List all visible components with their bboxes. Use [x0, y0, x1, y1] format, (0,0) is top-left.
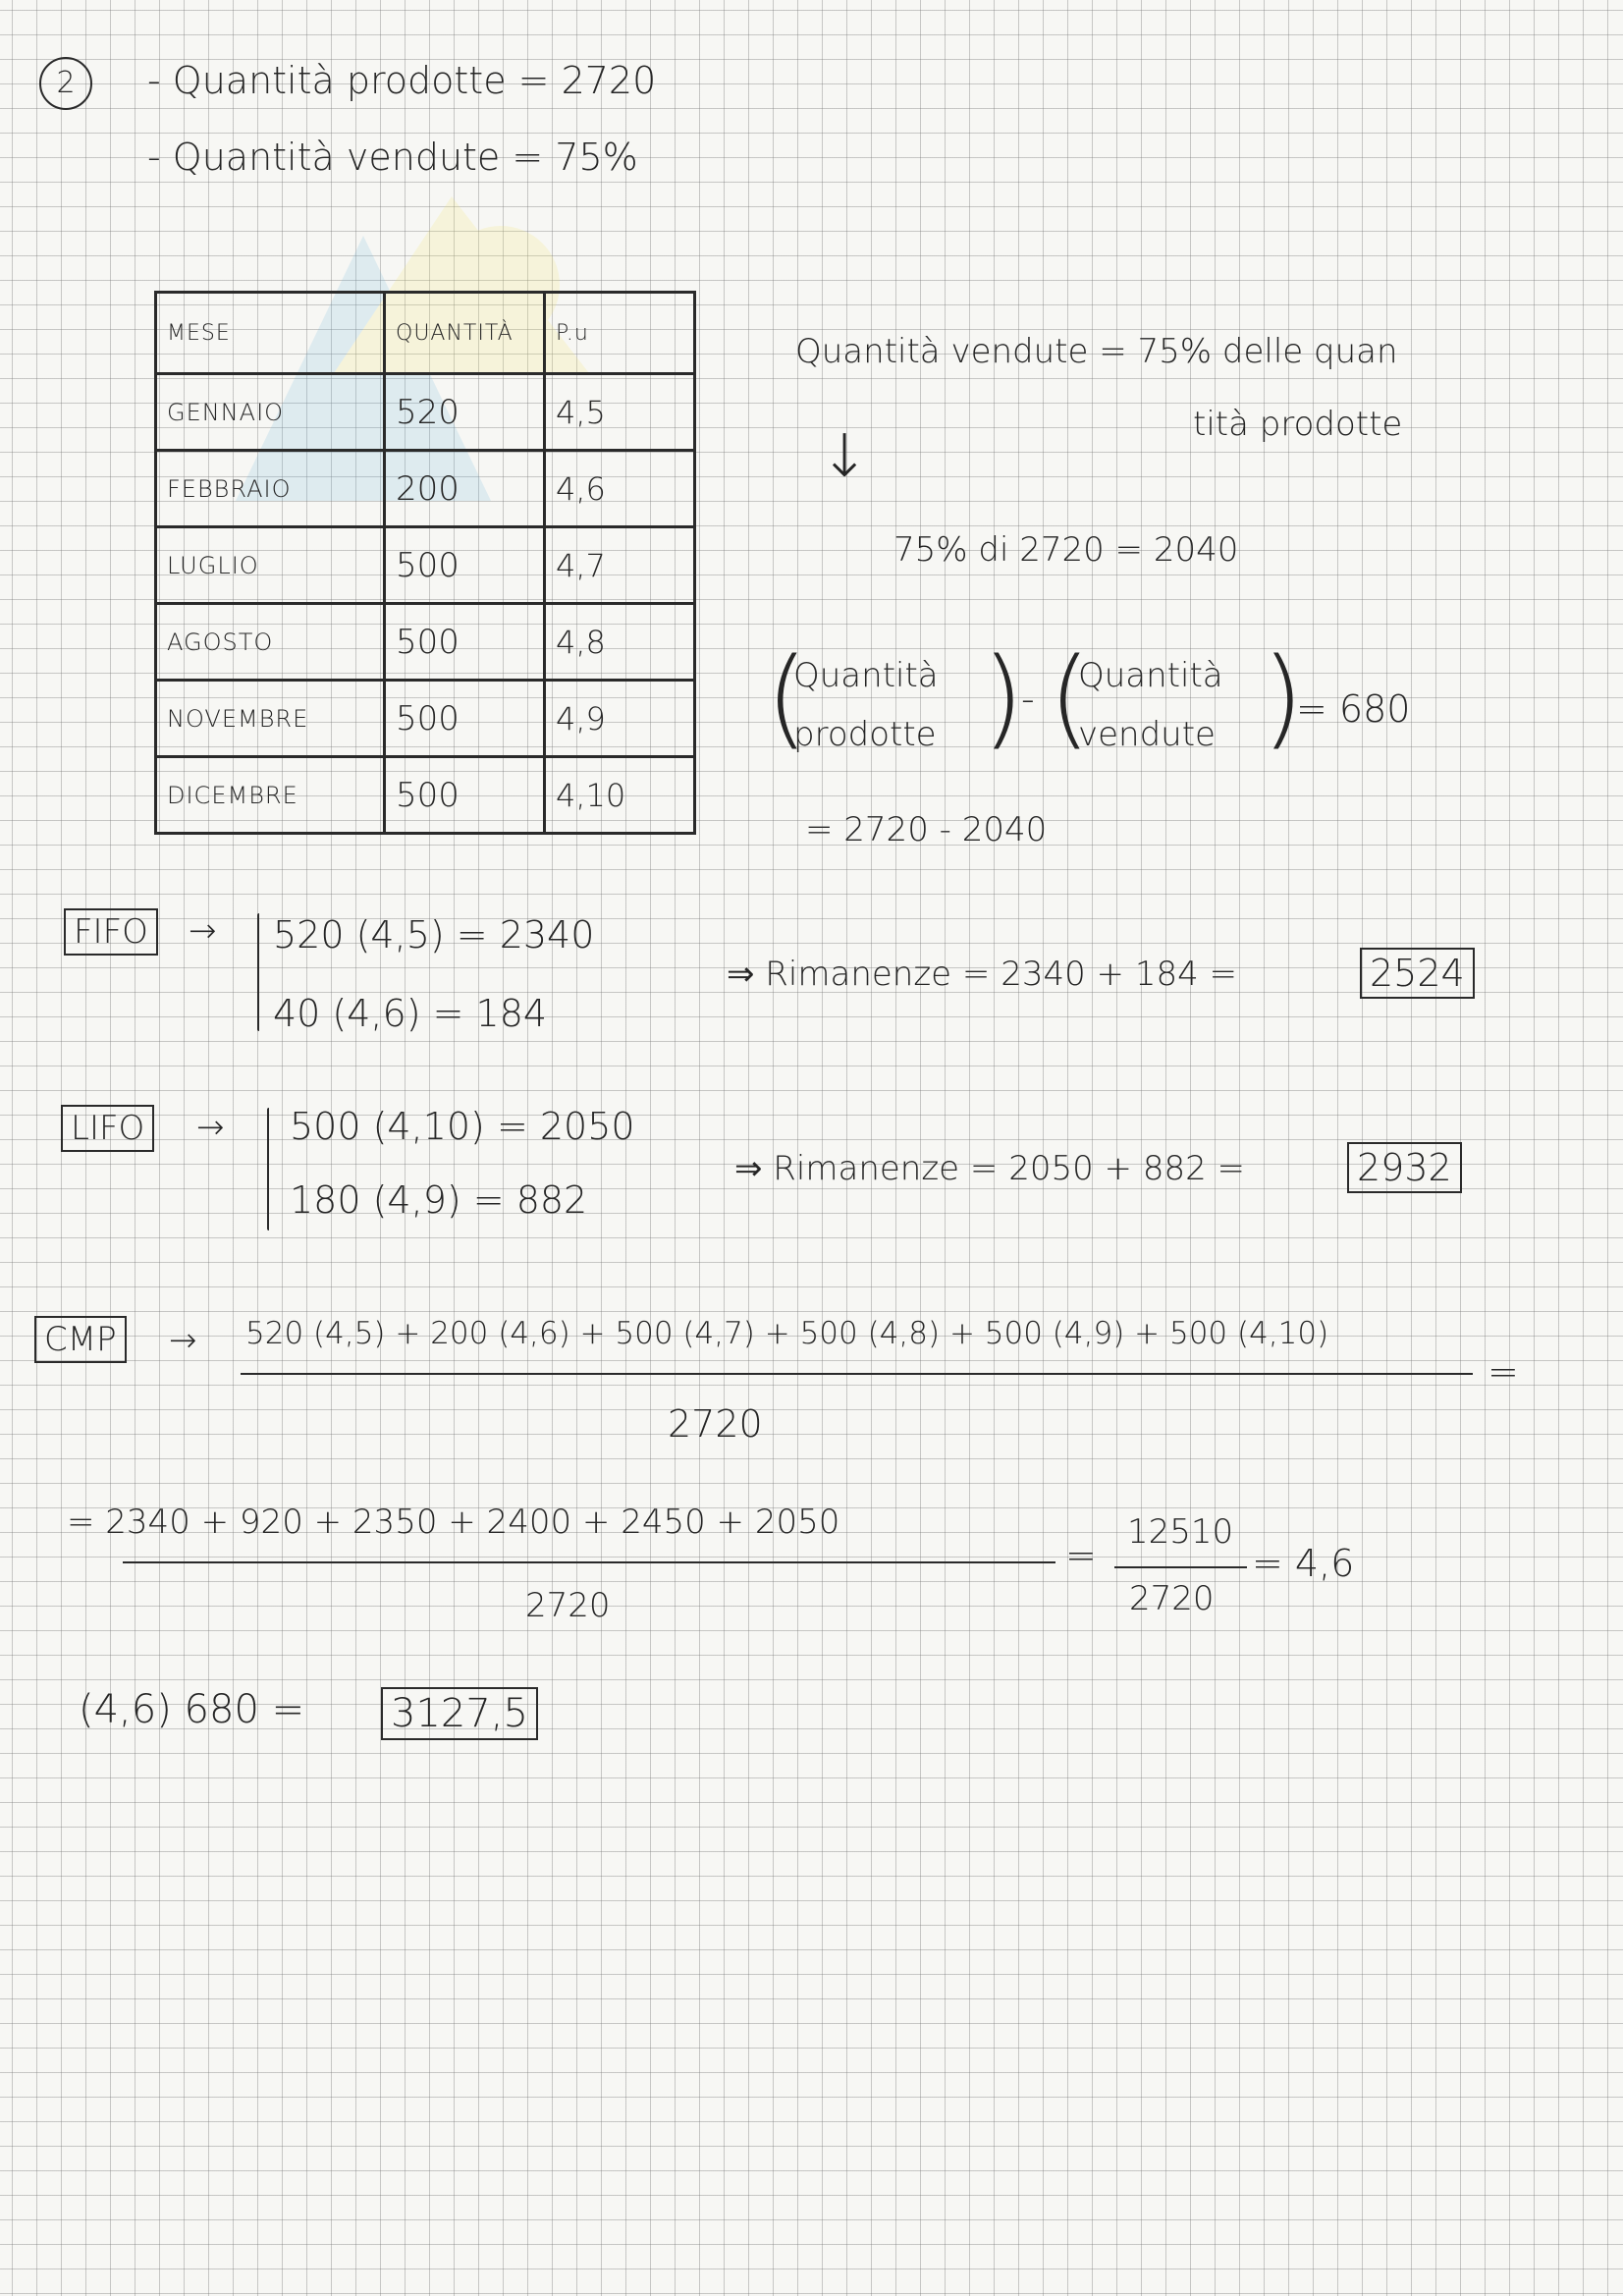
fraction-bar	[123, 1561, 1055, 1563]
fifo-brace	[257, 913, 259, 1031]
table-row	[156, 757, 695, 834]
lifo-label: LIFO	[61, 1105, 154, 1152]
lifo-line2: 180 (4,9) = 882	[290, 1178, 588, 1222]
paren-open-icon: (	[1049, 634, 1091, 760]
right-arrow-icon: →	[189, 911, 217, 951]
difference-calculation: = 2720 - 2040	[805, 810, 1048, 849]
cmp-denominator: 2720	[668, 1402, 763, 1446]
cmp-frac-result: = 4,6	[1252, 1542, 1355, 1585]
difference-left-top: Quantità	[793, 656, 939, 695]
fraction-bar	[1114, 1566, 1247, 1568]
table-row	[156, 527, 695, 604]
table-row	[156, 604, 695, 681]
difference-minus: -	[1021, 678, 1035, 721]
cmp-numerator: 520 (4,5) + 200 (4,6) + 500 (4,7) + 500 (4,8) + 500 (4,9) + 500 (4,10)	[245, 1316, 1329, 1351]
inventory-table	[154, 291, 696, 835]
table-row	[156, 451, 695, 527]
cmp-line2-denominator: 2720	[525, 1586, 611, 1625]
cmp-frac-equals: =	[1065, 1534, 1097, 1577]
right-arrow-icon: →	[196, 1108, 225, 1147]
difference-result: = 680	[1296, 687, 1411, 731]
difference-left-bottom: prodotte	[793, 715, 937, 754]
table-row	[156, 374, 695, 451]
cmp-frac-numerator: 12510	[1127, 1512, 1234, 1552]
paren-open-icon: (	[766, 634, 808, 760]
sold-definition-line2: tità prodotte	[1193, 405, 1403, 444]
lifo-line1: 500 (4,10) = 2050	[290, 1105, 635, 1148]
lifo-result-value: 2932	[1347, 1142, 1462, 1193]
cell-quantita: 500	[385, 681, 545, 757]
difference-right-bottom: vendute	[1078, 715, 1216, 754]
cell-mese: LUGLIO	[156, 527, 385, 604]
table-header-row	[156, 293, 695, 374]
cell-pu: 4,5	[545, 374, 695, 451]
cmp-label: CMP	[34, 1316, 127, 1363]
table-row	[156, 681, 695, 757]
exercise-number: 2	[39, 57, 92, 110]
cell-quantita: 500	[385, 757, 545, 834]
fifo-line1: 520 (4,5) = 2340	[273, 913, 595, 957]
cell-quantita: 500	[385, 527, 545, 604]
percent-calculation: 75% di 2720 = 2040	[893, 530, 1239, 570]
fifo-result-value: 2524	[1360, 948, 1475, 999]
cell-quantita: 200	[385, 451, 545, 527]
paren-close-icon: )	[1262, 634, 1304, 760]
produced-quantity-line: - Quantità prodotte = 2720	[147, 59, 657, 102]
cmp-final-value: 3127,5	[381, 1687, 538, 1740]
lifo-brace	[267, 1108, 269, 1230]
sold-definition-line1: Quantità vendute = 75% delle quan	[795, 332, 1398, 371]
cell-pu: 4,7	[545, 527, 695, 604]
difference-right-top: Quantità	[1078, 656, 1223, 695]
cell-mese: GENNAIO	[156, 374, 385, 451]
fifo-result-text: ⇒ Rimanenze = 2340 + 184 =	[727, 955, 1238, 994]
cell-mese: DICEMBRE	[156, 757, 385, 834]
sold-quantity-line: - Quantità vendute = 75%	[147, 136, 638, 179]
cell-pu: 4,9	[545, 681, 695, 757]
cell-mese: NOVEMBRE	[156, 681, 385, 757]
cell-mese: FEBBRAIO	[156, 451, 385, 527]
column-header-mese: MESE	[156, 293, 385, 374]
cell-pu: 4,10	[545, 757, 695, 834]
cell-pu: 4,6	[545, 451, 695, 527]
cell-quantita: 520	[385, 374, 545, 451]
fifo-label: FIFO	[64, 908, 158, 956]
cmp-equals: =	[1488, 1350, 1519, 1394]
cmp-final-text: (4,6) 680 =	[79, 1687, 305, 1732]
down-arrow-icon: ↓	[820, 422, 870, 491]
column-header-pu: P.u	[545, 293, 695, 374]
cell-pu: 4,8	[545, 604, 695, 681]
paren-close-icon: )	[982, 634, 1024, 760]
cmp-frac-denominator: 2720	[1129, 1579, 1215, 1618]
column-header-quantita: QUANTITÀ	[385, 293, 545, 374]
fraction-bar	[241, 1373, 1473, 1375]
cell-mese: AGOSTO	[156, 604, 385, 681]
lifo-result-text: ⇒ Rimanenze = 2050 + 882 =	[734, 1149, 1246, 1188]
right-arrow-icon: →	[169, 1321, 197, 1360]
cmp-line2-numerator: = 2340 + 920 + 2350 + 2400 + 2450 + 2050	[67, 1503, 840, 1542]
cell-quantita: 500	[385, 604, 545, 681]
fifo-line2: 40 (4,6) = 184	[273, 992, 548, 1035]
